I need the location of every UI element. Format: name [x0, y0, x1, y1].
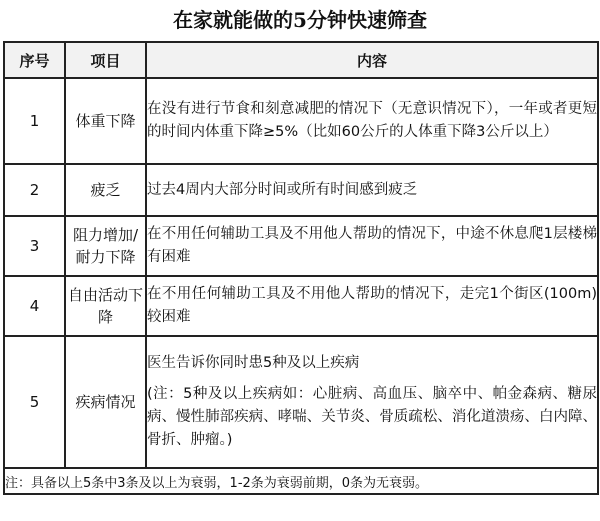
- footer-note: 注：具备以上5条中3条及以上为衰弱，1-2条为衰弱前期，0条为无衰弱。: [4, 468, 598, 494]
- table-footer-row: [4, 468, 598, 494]
- row-content-main: 医生告诉你同时患5种及以上疾病: [147, 355, 360, 371]
- header-content: 内容: [146, 42, 598, 78]
- row-item: 疲乏: [65, 164, 146, 216]
- row-num: 1: [4, 78, 65, 164]
- row-item: 体重下降: [65, 78, 146, 164]
- row-content-note: (注：5种及以上疾病如：心脏病、高血压、脑卒中、帕金森病、糖尿病、慢性肺部疾病、哮喘、关节炎、骨质疏松、消化道溃疡、白内障、骨折、肿瘤。): [147, 386, 597, 448]
- table-header-row: [4, 42, 598, 78]
- table-row: [4, 336, 598, 468]
- table-row: [4, 276, 598, 336]
- row-num: 5: [4, 336, 65, 468]
- row-content: 在没有进行节食和刻意减肥的情况下（无意识情况下），一年或者更短的时间内体重下降≥5%（比如60公斤的人体重下降3公斤以上）: [146, 78, 598, 164]
- row-content: 在不用任何辅助工具及不用他人帮助的情况下，中途不休息爬1层楼梯有困难: [146, 216, 598, 276]
- screening-table: [3, 41, 599, 495]
- row-item: 疾病情况: [65, 336, 146, 468]
- row-item: 阻力增加/耐力下降: [65, 216, 146, 276]
- row-num: 3: [4, 216, 65, 276]
- row-num: 4: [4, 276, 65, 336]
- table-row: [4, 164, 598, 216]
- row-num: 2: [4, 164, 65, 216]
- row-content: 过去4周内大部分时间或所有时间感到疲乏: [146, 164, 598, 216]
- header-item: 项目: [65, 42, 146, 78]
- page-title: 在家就能做的5分钟快速筛查: [173, 8, 427, 32]
- row-item: 自由活动下降: [65, 276, 146, 336]
- row-content: 在不用任何辅助工具及不用他人帮助的情况下，走完1个街区(100m)较困难: [146, 276, 598, 336]
- row-content: [146, 336, 598, 468]
- table-row: [4, 78, 598, 164]
- header-num: 序号: [4, 42, 65, 78]
- table-row: [4, 216, 598, 276]
